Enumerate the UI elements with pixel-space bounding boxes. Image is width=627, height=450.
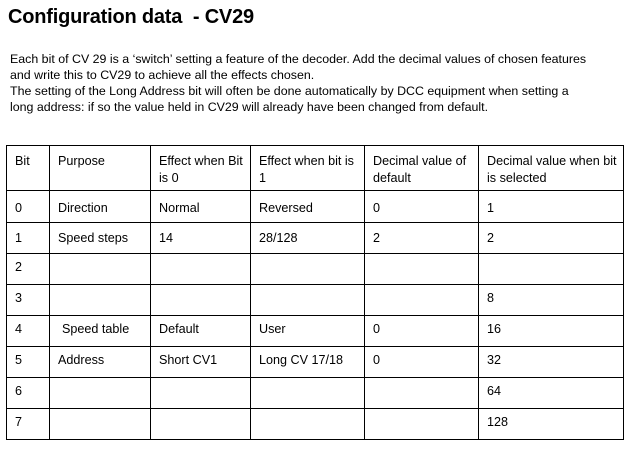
cell-bit: 4 <box>7 316 50 347</box>
header-effect-bit-0: Effect when Bit is 0 <box>151 146 251 191</box>
table-row <box>7 191 624 223</box>
table-row <box>7 316 624 347</box>
cell-effect-0: Short CV1 <box>151 347 251 378</box>
cell-purpose: Speed table <box>50 316 151 347</box>
cell-selected: 2 <box>479 223 624 254</box>
cell-selected <box>479 254 624 285</box>
cell-purpose <box>50 409 151 440</box>
cell-effect-0: Default <box>151 316 251 347</box>
table-row <box>7 347 624 378</box>
cell-default: 0 <box>365 191 479 223</box>
cell-purpose: Address <box>50 347 151 378</box>
intro-line: The setting of the Long Address bit will often be done automatically by DCC equipment when setting a <box>10 84 569 98</box>
cell-selected: 128 <box>479 409 624 440</box>
cell-default <box>365 378 479 409</box>
cv29-table <box>6 145 624 440</box>
header-default-value: Decimal value of default <box>365 146 479 191</box>
cell-effect-0 <box>151 254 251 285</box>
cell-default: 0 <box>365 316 479 347</box>
cell-effect-1 <box>251 285 365 316</box>
cell-effect-1 <box>251 378 365 409</box>
cell-bit: 0 <box>7 191 50 223</box>
table-row <box>7 409 624 440</box>
intro-line: Each bit of CV 29 is a ‘switch’ setting a feature of the decoder. Add the decimal values of chosen features <box>10 52 587 66</box>
cell-effect-1: 28/128 <box>251 223 365 254</box>
cell-purpose <box>50 254 151 285</box>
cell-bit: 5 <box>7 347 50 378</box>
cell-purpose <box>50 378 151 409</box>
cell-effect-1: User <box>251 316 365 347</box>
cell-bit: 2 <box>7 254 50 285</box>
cell-selected: 32 <box>479 347 624 378</box>
cell-default <box>365 254 479 285</box>
cell-selected: 8 <box>479 285 624 316</box>
cell-purpose: Direction <box>50 191 151 223</box>
cell-default: 0 <box>365 347 479 378</box>
cell-effect-1 <box>251 409 365 440</box>
cell-bit: 7 <box>7 409 50 440</box>
cell-default: 2 <box>365 223 479 254</box>
cell-purpose <box>50 285 151 316</box>
cell-selected: 64 <box>479 378 624 409</box>
intro-text <box>10 51 610 115</box>
table-row <box>7 254 624 285</box>
header-selected-value: Decimal value when bit is selected <box>479 146 624 191</box>
cell-effect-0: Normal <box>151 191 251 223</box>
cell-effect-0 <box>151 378 251 409</box>
header-effect-bit-1: Effect when bit is 1 <box>251 146 365 191</box>
cell-effect-0 <box>151 409 251 440</box>
cell-effect-1: Reversed <box>251 191 365 223</box>
header-row <box>7 146 624 191</box>
page-title: Configuration data - CV29 <box>8 6 254 28</box>
intro-line: long address: if so the value held in CV29 will already have been changed from default. <box>10 100 489 114</box>
cell-bit: 6 <box>7 378 50 409</box>
table-row <box>7 285 624 316</box>
cell-default <box>365 285 479 316</box>
intro-line: and write this to CV29 to achieve all the effects chosen. <box>10 68 315 82</box>
cell-default <box>365 409 479 440</box>
cell-effect-1 <box>251 254 365 285</box>
cell-selected: 16 <box>479 316 624 347</box>
cell-effect-0: 14 <box>151 223 251 254</box>
cell-selected: 1 <box>479 191 624 223</box>
cell-purpose: Speed steps <box>50 223 151 254</box>
cell-bit: 1 <box>7 223 50 254</box>
header-purpose: Purpose <box>50 146 151 191</box>
table-row <box>7 223 624 254</box>
cell-effect-1: Long CV 17/18 <box>251 347 365 378</box>
cell-bit: 3 <box>7 285 50 316</box>
table-row <box>7 378 624 409</box>
cell-effect-0 <box>151 285 251 316</box>
header-bit: Bit <box>7 146 50 191</box>
